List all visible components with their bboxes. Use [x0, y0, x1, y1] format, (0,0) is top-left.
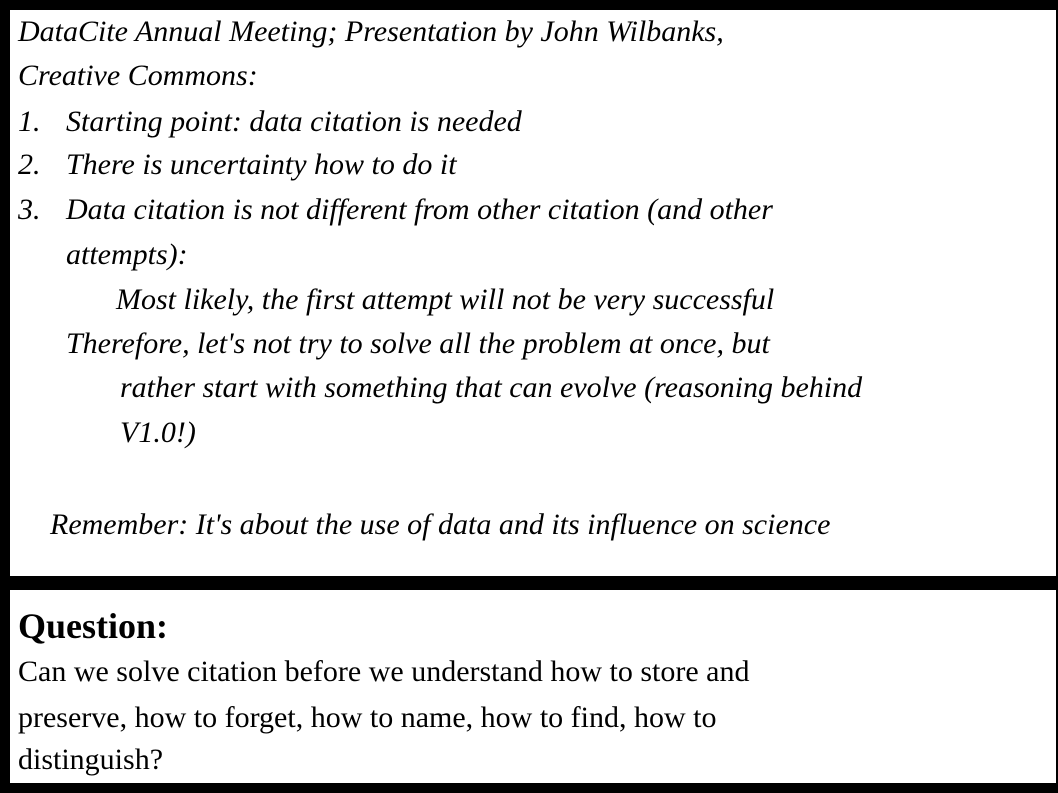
item-3-number: 3. [18, 193, 41, 226]
item-2-text: There is uncertainty how to do it [66, 148, 457, 181]
therefore-line-2: rather start with something that can evolve (reasoning behind [120, 371, 863, 404]
item-3-text-line-2: attempts): [66, 238, 188, 271]
heading-line-2: Creative Commons: [18, 59, 258, 92]
item-2-number: 2. [18, 148, 41, 181]
item-1-number: 1. [18, 105, 41, 138]
question-line-2: preserve, how to forget, how to name, how to find, how to [18, 701, 717, 734]
question-title: Question: [18, 606, 169, 646]
question-line-1: Can we solve citation before we understand how to store and [18, 655, 750, 688]
question-panel [10, 590, 1056, 783]
heading-line-1: DataCite Annual Meeting; Presentation by John Wilbanks, [18, 15, 724, 48]
item-3-text-line-1: Data citation is not different from other citation (and other [66, 193, 773, 226]
question-line-3: distinguish? [18, 743, 164, 776]
item-1-text: Starting point: data citation is needed [66, 105, 522, 138]
therefore-line-1: Therefore, let's not try to solve all the problem at once, but [66, 327, 770, 360]
sub-point: Most likely, the first attempt will not be very successful [116, 283, 775, 316]
remember-line: Remember: It's about the use of data and its influence on science [50, 508, 831, 541]
therefore-line-3: V1.0!) [120, 416, 196, 449]
notes-panel [10, 10, 1056, 576]
